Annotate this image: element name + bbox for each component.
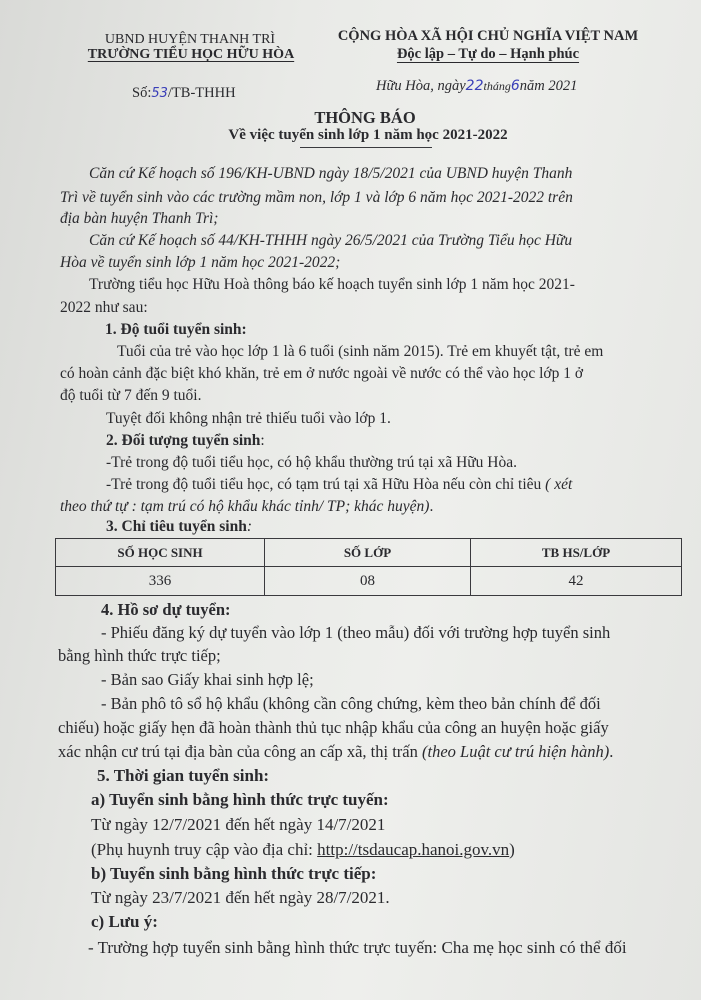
authority-name: UBND HUYỆN THANH TRÌ xyxy=(104,32,276,47)
section-5b-heading: b) Tuyển sinh bằng hình thức trực tiếp: xyxy=(91,864,377,883)
section-5a-line-2 xyxy=(91,840,515,860)
section-4-line-4: - Bản phô tô sổ hộ khẩu (không cần công chứng, kèm theo bản chính để đối xyxy=(101,694,601,713)
section-2-line-3-italic: theo thứ tự : tạm trú có hộ khẩu khác tỉnh/ TP; khác huyện) xyxy=(60,498,430,515)
quota-table xyxy=(55,538,682,596)
quota-table-header-row xyxy=(56,539,682,567)
section-2-line-1: -Trẻ trong độ tuổi tiểu học, có hộ khẩu thường trú tại xã Hữu Hòa. xyxy=(106,454,517,471)
date-mid: tháng xyxy=(483,79,511,93)
intro-line-1: Căn cứ Kế hoạch số 196/KH-UBND ngày 18/5/2021 của UBND huyện Thanh xyxy=(89,165,573,182)
notice-title: THÔNG BÁO xyxy=(314,108,416,127)
section-5-heading: 5. Thời gian tuyển sinh: xyxy=(97,766,270,785)
national-motto: Độc lập – Tự do – Hạnh phúc xyxy=(396,46,580,62)
document-number-suffix: /TB-THHH xyxy=(167,85,236,101)
section-4-line-6-text: xác nhận cư trú tại địa bàn của công an cấp xã, thị trấn xyxy=(58,742,418,761)
quota-value-students: 336 xyxy=(56,567,265,596)
section-3-heading xyxy=(106,518,252,536)
section-1-line-2: có hoàn cảnh đặc biệt khó khăn, trẻ em ở nước ngoài về nước có thể vào học lớp 1 ở xyxy=(60,365,584,382)
intro-line-4: Căn cứ Kế hoạch số 44/KH-THHH ngày 26/5/2021 của Trường Tiểu học Hữu xyxy=(89,232,573,249)
national-title: CỘNG HÒA XÃ HỘI CHỦ NGHĨA VIỆT NAM xyxy=(337,28,639,44)
section-5a-line-2-suffix: ) xyxy=(509,840,515,859)
section-1-heading: 1. Độ tuổi tuyển sinh: xyxy=(105,321,247,338)
notice-subtitle: Về việc tuyển sinh lớp 1 năm học 2021-2022 xyxy=(228,127,508,143)
intro-line-3: địa bàn huyện Thanh Trì; xyxy=(60,210,219,227)
section-2-line-2-text: -Trẻ trong độ tuổi tiểu học, có tạm trú tại xã Hữu Hòa nếu còn chỉ tiêu xyxy=(106,476,542,493)
section-2-heading-text: 2. Đối tượng tuyển sinh xyxy=(106,432,261,449)
intro-line-6: Trường tiểu học Hữu Hoà thông báo kế hoạch tuyển sinh lớp 1 năm học 2021- xyxy=(89,276,575,293)
section-5a-line-2-prefix: (Phụ huynh truy cập vào địa chỉ: xyxy=(91,840,318,859)
quota-table-value-row xyxy=(56,567,682,596)
section-5a-heading: a) Tuyển sinh bằng hình thức trực tuyến: xyxy=(91,790,389,809)
section-2-line-3 xyxy=(60,498,433,516)
date-day-handwritten: 22 xyxy=(465,78,484,94)
section-4-line-2: bằng hình thức trực tiếp; xyxy=(58,646,221,665)
section-2-heading-colon: : xyxy=(260,432,265,449)
quota-header-average: TB HS/LỚP xyxy=(471,539,682,567)
section-4-heading: 4. Hồ sơ dự tuyển: xyxy=(101,600,231,619)
date-prefix: Hữu Hòa, ngày xyxy=(376,78,466,94)
date-month-handwritten: 6 xyxy=(510,78,520,94)
section-1-line-3: độ tuổi từ 7 đến 9 tuổi. xyxy=(60,387,202,404)
document-number xyxy=(132,85,236,102)
section-1-line-1: Tuổi của trẻ vào học lớp 1 là 6 tuổi (sinh năm 2015). Trẻ em khuyết tật, trẻ em xyxy=(117,343,604,360)
document-date xyxy=(376,78,577,95)
section-4-line-6 xyxy=(58,742,613,762)
section-5c-line-1: - Trường hợp tuyển sinh bằng hình thức trực tuyến: Cha mẹ học sinh có thể đối xyxy=(88,938,627,957)
section-1-line-4: Tuyệt đối không nhận trẻ thiếu tuổi vào lớp 1. xyxy=(106,410,391,427)
section-4-line-5: chiếu) hoặc giấy hẹn đã hoàn thành thủ tục nhập khẩu của công an huyện hoặc giấy xyxy=(58,718,609,737)
quota-value-average: 42 xyxy=(471,567,682,596)
section-4-line-6-italic: (theo Luật cư trú hiện hành) xyxy=(422,742,610,761)
title-underline xyxy=(300,147,432,148)
document-number-handwritten: 53 xyxy=(151,86,168,101)
section-3-heading-text: 3. Chỉ tiêu tuyển sinh xyxy=(106,518,247,535)
section-4-line-3: - Bản sao Giấy khai sinh hợp lệ; xyxy=(101,670,314,689)
section-3-heading-colon: : xyxy=(246,518,252,535)
registration-link[interactable]: http://tsdaucap.hanoi.gov.vn xyxy=(317,840,510,859)
section-5b-line-1: Từ ngày 23/7/2021 đến hết ngày 28/7/2021. xyxy=(91,888,390,907)
document-number-prefix: Số: xyxy=(132,85,152,101)
quota-header-students: SỐ HỌC SINH xyxy=(56,539,265,567)
quota-header-classes: SỐ LỚP xyxy=(265,539,471,567)
section-4-line-6-end: . xyxy=(609,742,614,761)
date-suffix: năm 2021 xyxy=(519,78,578,94)
section-2-line-2 xyxy=(106,476,572,494)
intro-line-5: Hòa về tuyển sinh lớp 1 năm học 2021-2022; xyxy=(60,254,341,271)
intro-line-7: 2022 như sau: xyxy=(60,299,148,316)
section-4-line-1: - Phiếu đăng ký dự tuyển vào lớp 1 (theo mẫu) đối với trường hợp tuyển sinh xyxy=(101,623,611,642)
school-name: TRƯỜNG TIỂU HỌC HỮU HÒA xyxy=(87,47,295,62)
section-2-line-2-italic: ( xét xyxy=(545,476,573,493)
section-2-heading xyxy=(106,432,265,450)
section-2-line-3-end: . xyxy=(429,498,434,515)
intro-line-2: Trì về tuyển sinh vào các trường mầm non, lớp 1 và lớp 6 năm học 2021-2022 trên xyxy=(60,189,573,206)
section-5a-line-1: Từ ngày 12/7/2021 đến hết ngày 14/7/2021 xyxy=(91,815,386,834)
quota-value-classes: 08 xyxy=(265,567,471,596)
section-5c-heading: c) Lưu ý: xyxy=(91,912,158,931)
